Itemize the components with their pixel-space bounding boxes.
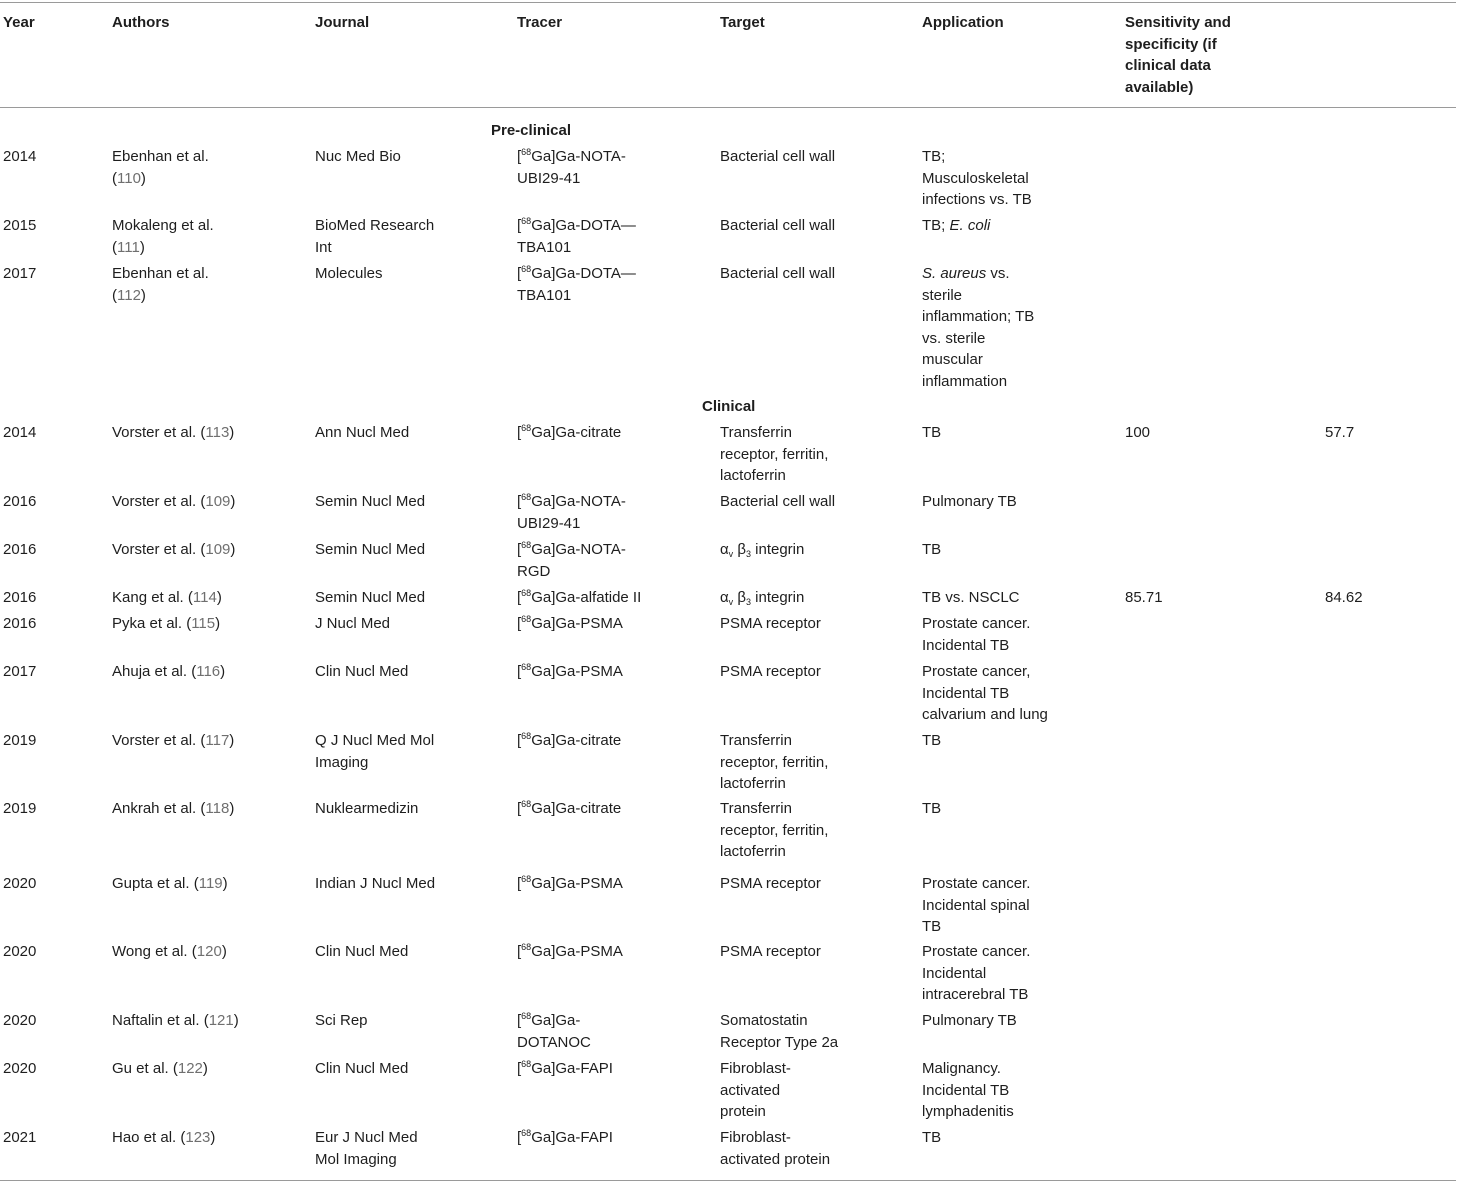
cell-journal: [315, 587, 425, 609]
reference-link[interactable]: 113: [205, 424, 230, 441]
cell-application: [922, 263, 1034, 392]
cell-tracer: [$^{68}$Ga]Ga-NOTA- UBI29-41: [517, 492, 626, 532]
target-line: $\alpha_v$ $\beta_3$ integrin: [720, 541, 805, 559]
tracer-line: Ga-PSMA: [555, 615, 623, 632]
cell-target: [720, 587, 804, 609]
target-line: Somatostatin: [720, 1012, 808, 1029]
reference-link[interactable]: 114: [192, 589, 217, 606]
target-line: receptor, ferritin,: [720, 753, 829, 771]
cell-year: 2016: [3, 589, 37, 606]
application-line: Incidental TB: [922, 636, 1010, 654]
cell-target: [720, 798, 828, 863]
journal-line: Nuklearmedizin: [315, 800, 419, 817]
cell-journal: [315, 730, 434, 773]
journal-line: Clin Nucl Med: [315, 943, 409, 960]
application-line: muscular: [922, 351, 983, 368]
target-line: receptor, ferritin,: [720, 821, 829, 839]
cell-tracer: [$^{68}$Ga]Ga-PSMA: [517, 662, 623, 680]
journal-line: J Nucl Med: [315, 615, 391, 632]
cell-year: 2017: [3, 265, 37, 282]
application-line: Incidental TB: [922, 684, 1010, 702]
cell-target: [720, 661, 821, 683]
cell-journal: [315, 613, 390, 635]
journal-line: Semin Nucl Med: [315, 589, 426, 606]
isotope-mass: 68: [521, 662, 532, 672]
tracer-line: Ga-DOTA—: [555, 217, 636, 234]
tracer-line: Ga-NOTA-: [555, 148, 626, 165]
tracer-line: Ga-citrate: [555, 732, 622, 749]
author-text: Vorster et al.: [112, 732, 201, 749]
author-text: Kang et al.: [112, 589, 188, 606]
application-line: intracerebral TB: [922, 986, 1029, 1003]
cell-target: [720, 730, 828, 795]
journal-line: Sci Rep: [315, 1012, 368, 1029]
cell-year: 2019: [3, 800, 37, 817]
target-line: Bacterial cell wall: [720, 265, 836, 282]
cell-year: 2020: [3, 943, 37, 960]
author-text: Vorster et al.: [112, 493, 201, 510]
author-text: Gupta et al.: [112, 875, 194, 892]
cell-authors: Ebenhan et al. (112): [112, 265, 209, 304]
journal-line: Semin Nucl Med: [315, 493, 426, 510]
cell-application: [922, 941, 1030, 1006]
cell-application: [922, 491, 1017, 513]
cell-authors: Wong et al. (120): [112, 943, 227, 960]
author-text: Wong et al.: [112, 943, 192, 960]
application-line: TB: [922, 424, 942, 441]
cell-tracer: [$^{68}$Ga]Ga-citrate: [517, 731, 622, 749]
journal-line: Mol Imaging: [315, 1150, 397, 1168]
cell-application: [922, 1127, 941, 1149]
cell-application: [922, 422, 941, 444]
isotope-mass: 68: [521, 264, 532, 274]
table-header-rule: [0, 107, 1456, 108]
journal-line: Ann Nucl Med: [315, 424, 410, 441]
cell-year: 2019: [3, 732, 37, 749]
cell-application: [922, 873, 1030, 938]
cell-year: 2021: [3, 1129, 37, 1146]
cell-year: 2016: [3, 541, 37, 558]
cell-journal: [315, 798, 418, 820]
tracer-line: Ga-: [555, 1012, 581, 1029]
target-line: Fibroblast-: [720, 1060, 791, 1077]
cell-year: 2014: [3, 148, 37, 165]
isotope-mass: 68: [521, 942, 532, 952]
cell-target: [720, 941, 821, 963]
journal-line: Int: [315, 238, 332, 256]
reference-link[interactable]: 109: [205, 493, 231, 510]
header-tracer: Tracer: [517, 14, 563, 31]
journal-line: Indian J Nucl Med: [315, 875, 436, 892]
tracer-line: RGD: [517, 562, 551, 580]
header-sens-line: Sensitivity and: [1125, 14, 1231, 31]
tracer-line: UBI29-41: [517, 169, 581, 187]
application-line: Prostate cancer,: [922, 663, 1031, 680]
isotope-mass: 68: [521, 1011, 532, 1021]
cell-sensitivity: 85.71: [1125, 589, 1163, 606]
tracer-line: Ga-DOTA—: [555, 265, 636, 282]
tracer-line: Ga-FAPI: [555, 1129, 613, 1146]
cell-journal: [315, 539, 425, 561]
cell-journal: [315, 873, 435, 895]
target-line: PSMA receptor: [720, 663, 821, 680]
cell-target: [720, 613, 821, 635]
cell-specificity: 57.7: [1325, 424, 1355, 441]
header-year: Year: [3, 14, 35, 31]
cell-journal: [315, 491, 425, 513]
cell-application: [922, 661, 1048, 726]
header-sens-line: available): [1125, 78, 1194, 96]
application-line: TB vs. NSCLC: [922, 589, 1020, 606]
journal-line: Clin Nucl Med: [315, 1060, 409, 1077]
cell-tracer: [$^{68}$Ga]Ga-PSMA: [517, 942, 623, 960]
application-line: Musculoskeletal: [922, 169, 1029, 187]
target-line: Bacterial cell wall: [720, 493, 836, 510]
application-line: Pulmonary TB: [922, 1012, 1017, 1029]
tracer-line: Ga-PSMA: [555, 875, 623, 892]
application-line: TB: [922, 800, 942, 817]
application-line: Prostate cancer.: [922, 943, 1031, 960]
cell-authors: Ebenhan et al. (110): [112, 148, 209, 187]
target-line: PSMA receptor: [720, 615, 821, 632]
target-line: $\alpha_v$ $\beta_3$ integrin: [720, 589, 805, 607]
cell-year: 2016: [3, 615, 37, 632]
cell-authors: Naftalin et al. (121): [112, 1012, 239, 1029]
target-line: Fibroblast-: [720, 1129, 791, 1146]
cell-application: [922, 798, 941, 820]
cell-journal: [315, 1010, 368, 1032]
cell-tracer: [$^{68}$Ga]Ga-PSMA: [517, 874, 623, 892]
cell-application: [922, 1058, 1014, 1123]
tracer-line: Ga-PSMA: [555, 943, 623, 960]
author-text: Ankrah et al.: [112, 800, 201, 817]
reference-link[interactable]: 112: [117, 286, 141, 304]
cell-application: [922, 215, 990, 237]
cell-journal: [315, 422, 409, 444]
application-line: TB: [922, 918, 942, 935]
cell-authors: Mokaleng et al. (111): [112, 217, 214, 256]
isotope-mass: 68: [521, 588, 532, 598]
reference-link[interactable]: 120: [196, 943, 222, 960]
reference-link[interactable]: 115: [191, 615, 216, 632]
tracer-line: Ga-PSMA: [555, 663, 623, 680]
cell-tracer: [$^{68}$Ga]Ga-FAPI: [517, 1128, 613, 1146]
journal-line: Clin Nucl Med: [315, 663, 409, 680]
journal-line: Imaging: [315, 753, 369, 771]
cell-target: [720, 1127, 830, 1170]
target-line: activated: [720, 1081, 781, 1099]
reference-link[interactable]: 119: [198, 875, 223, 892]
isotope-mass: 68: [521, 614, 532, 624]
tracer-line: Ga-alfatide II: [555, 589, 642, 606]
cell-journal: [315, 941, 408, 963]
cell-authors: Vorster et al. (117): [112, 732, 235, 749]
cell-target: [720, 873, 821, 895]
application-line: Incidental TB: [922, 1081, 1010, 1099]
cell-authors: Vorster et al. (113): [112, 424, 235, 441]
application-line: Incidental: [922, 964, 987, 982]
author-text: Ahuja et al.: [112, 663, 192, 680]
application-line: sterile: [922, 286, 963, 304]
application-line: TB: [922, 732, 942, 749]
cell-target: [720, 215, 835, 237]
cell-specificity: 84.62: [1325, 589, 1363, 606]
cell-tracer: [$^{68}$Ga]Ga-NOTA- RGD: [517, 540, 626, 580]
application-line: Prostate cancer.: [922, 615, 1031, 632]
header-authors: Authors: [112, 14, 170, 31]
cell-application: [922, 146, 1032, 211]
author-text: Gu et al.: [112, 1060, 173, 1077]
target-line: Bacterial cell wall: [720, 217, 836, 234]
section-preclinical: Pre-clinical: [491, 122, 572, 139]
tracer-line: DOTANOC: [517, 1033, 591, 1051]
reference-link[interactable]: 121: [208, 1012, 234, 1029]
journal-line: Semin Nucl Med: [315, 541, 426, 558]
cell-authors: Hao et al. (123): [112, 1129, 216, 1146]
target-line: activated protein: [720, 1150, 831, 1168]
isotope-mass: 68: [521, 1128, 532, 1138]
tracer-line: Ga-NOTA-: [555, 493, 626, 510]
target-line: receptor, ferritin,: [720, 445, 829, 463]
isotope-mass: 68: [521, 423, 532, 433]
target-line: lactoferrin: [720, 775, 786, 792]
cell-application: [922, 587, 1020, 609]
cell-journal: [315, 1058, 408, 1080]
cell-application: [922, 1010, 1017, 1032]
header-application: Application: [922, 14, 1004, 31]
cell-tracer: [$^{68}$Ga]Ga-PSMA: [517, 614, 623, 632]
application-line: TB; E. coli: [922, 217, 991, 234]
cell-authors: Pyka et al. (115): [112, 615, 221, 632]
isotope-mass: 68: [521, 799, 532, 809]
application-line: TB;: [922, 148, 946, 165]
application-line: TB: [922, 1129, 942, 1146]
target-line: protein: [720, 1103, 766, 1120]
application-line: vs. sterile: [922, 329, 986, 347]
application-line: inflammation; TB: [922, 308, 1035, 325]
target-line: lactoferrin: [720, 843, 786, 860]
cell-target: [720, 1010, 838, 1053]
target-line: Transferrin: [720, 732, 792, 749]
reference-link[interactable]: 116: [196, 663, 221, 680]
tracer-line: Ga-NOTA-: [555, 541, 626, 558]
reference-link[interactable]: 123: [185, 1129, 211, 1146]
cell-year: 2020: [3, 875, 37, 892]
cell-target: [720, 263, 835, 285]
cell-journal: [315, 1127, 418, 1170]
cell-tracer: [$^{68}$Ga]Ga-NOTA- UBI29-41: [517, 147, 626, 187]
header-sens-line: specificity (if: [1125, 35, 1217, 53]
application-line: calvarium and lung: [922, 706, 1048, 723]
cell-target: [720, 539, 804, 561]
tracer-line: TBA101: [517, 238, 572, 256]
cell-authors: Gupta et al. (119): [112, 875, 228, 892]
cell-tracer: [$^{68}$Ga]Ga-alfatide II: [517, 588, 642, 606]
cell-journal: [315, 215, 434, 258]
target-line: Receptor Type 2a: [720, 1033, 839, 1051]
isotope-mass: 68: [521, 492, 532, 502]
cell-application: [922, 613, 1030, 656]
isotope-mass: 68: [521, 874, 532, 884]
cell-tracer: [$^{68}$Ga]Ga-FAPI: [517, 1059, 613, 1077]
cell-authors: Vorster et al. (109): [112, 493, 236, 510]
isotope-mass: 68: [521, 540, 532, 550]
author-text: Ebenhan et al.: [112, 148, 209, 165]
header-sens-line: clinical data: [1125, 57, 1211, 74]
journal-line: Molecules: [315, 265, 383, 282]
cell-target: [720, 422, 828, 487]
cell-tracer: [$^{68}$Ga]Ga- DOTANOC: [517, 1011, 591, 1051]
author-text: Mokaleng et al.: [112, 217, 214, 234]
target-line: Bacterial cell wall: [720, 148, 836, 165]
application-line: Malignancy.: [922, 1060, 1001, 1077]
journal-line: BioMed Research: [315, 217, 435, 234]
header-target: Target: [720, 14, 765, 31]
target-line: Transferrin: [720, 800, 792, 817]
target-line: PSMA receptor: [720, 875, 821, 892]
cell-application: [922, 730, 941, 752]
cell-tracer: [$^{68}$Ga]Ga-citrate: [517, 423, 622, 441]
table-bottom-rule: [0, 1180, 1456, 1181]
section-clinical: Clinical: [702, 398, 756, 415]
author-text: Hao et al.: [112, 1129, 181, 1146]
tracer-line: Ga-FAPI: [555, 1060, 613, 1077]
reference-link[interactable]: 117: [205, 732, 230, 749]
tracer-line: Ga-citrate: [555, 424, 622, 441]
cell-authors: Ankrah et al. (118): [112, 800, 235, 817]
header-sensitivity-specificity: [1125, 12, 1231, 98]
journal-line: Eur J Nucl Med: [315, 1129, 418, 1146]
cell-authors: Gu et al. (122): [112, 1060, 208, 1077]
target-line: lactoferrin: [720, 467, 786, 484]
cell-journal: [315, 263, 383, 285]
author-text: Vorster et al.: [112, 424, 201, 441]
cell-authors: Ahuja et al. (116): [112, 663, 226, 680]
reference-link[interactable]: 110: [117, 169, 141, 187]
reference-link[interactable]: 122: [177, 1060, 203, 1077]
cell-year: 2014: [3, 424, 37, 441]
reference-link[interactable]: 111: [117, 238, 140, 256]
application-line: S. aureus vs.: [922, 265, 1010, 282]
cell-year: 2016: [3, 493, 37, 510]
tracer-line: Ga-citrate: [555, 800, 622, 817]
tracer-line: TBA101: [517, 286, 572, 304]
cell-year: 2017: [3, 663, 37, 680]
application-line: Prostate cancer.: [922, 875, 1031, 892]
cell-authors: Kang et al. (114): [112, 589, 222, 606]
cell-target: [720, 1058, 791, 1123]
cell-tracer: [$^{68}$Ga]Ga-citrate: [517, 799, 622, 817]
cell-tracer: [$^{68}$Ga]Ga-DOTA— TBA101: [517, 264, 636, 304]
cell-journal: [315, 146, 401, 168]
application-line: infections vs. TB: [922, 191, 1032, 208]
isotope-mass: 68: [521, 731, 532, 741]
application-line: inflammation: [922, 372, 1008, 390]
author-text: Ebenhan et al.: [112, 265, 209, 282]
application-line: Pulmonary TB: [922, 493, 1017, 510]
cell-year: 2020: [3, 1060, 37, 1077]
application-line: Incidental spinal: [922, 896, 1030, 914]
journal-line: Q J Nucl Med Mol: [315, 732, 435, 749]
journal-line: Nuc Med Bio: [315, 148, 401, 165]
author-text: Pyka et al.: [112, 615, 187, 632]
cell-target: [720, 491, 835, 513]
cell-authors: Vorster et al. (109): [112, 541, 236, 558]
application-line: lymphadenitis: [922, 1103, 1014, 1120]
table-top-rule: [0, 2, 1456, 3]
cell-target: [720, 146, 835, 168]
header-journal: Journal: [315, 14, 370, 31]
reference-link[interactable]: 109: [205, 541, 231, 558]
cell-year: 2015: [3, 217, 37, 234]
target-line: Transferrin: [720, 424, 792, 441]
target-line: PSMA receptor: [720, 943, 821, 960]
isotope-mass: 68: [521, 147, 532, 157]
isotope-mass: 68: [521, 1059, 532, 1069]
author-text: Naftalin et al.: [112, 1012, 204, 1029]
cell-year: 2020: [3, 1012, 37, 1029]
cell-application: [922, 539, 941, 561]
tracer-line: UBI29-41: [517, 514, 581, 532]
cell-sensitivity: 100: [1125, 424, 1151, 441]
cell-tracer: [$^{68}$Ga]Ga-DOTA— TBA101: [517, 216, 636, 256]
author-text: Vorster et al.: [112, 541, 201, 558]
cell-journal: [315, 661, 408, 683]
application-line: TB: [922, 541, 942, 558]
isotope-mass: 68: [521, 216, 532, 226]
reference-link[interactable]: 118: [205, 800, 230, 817]
